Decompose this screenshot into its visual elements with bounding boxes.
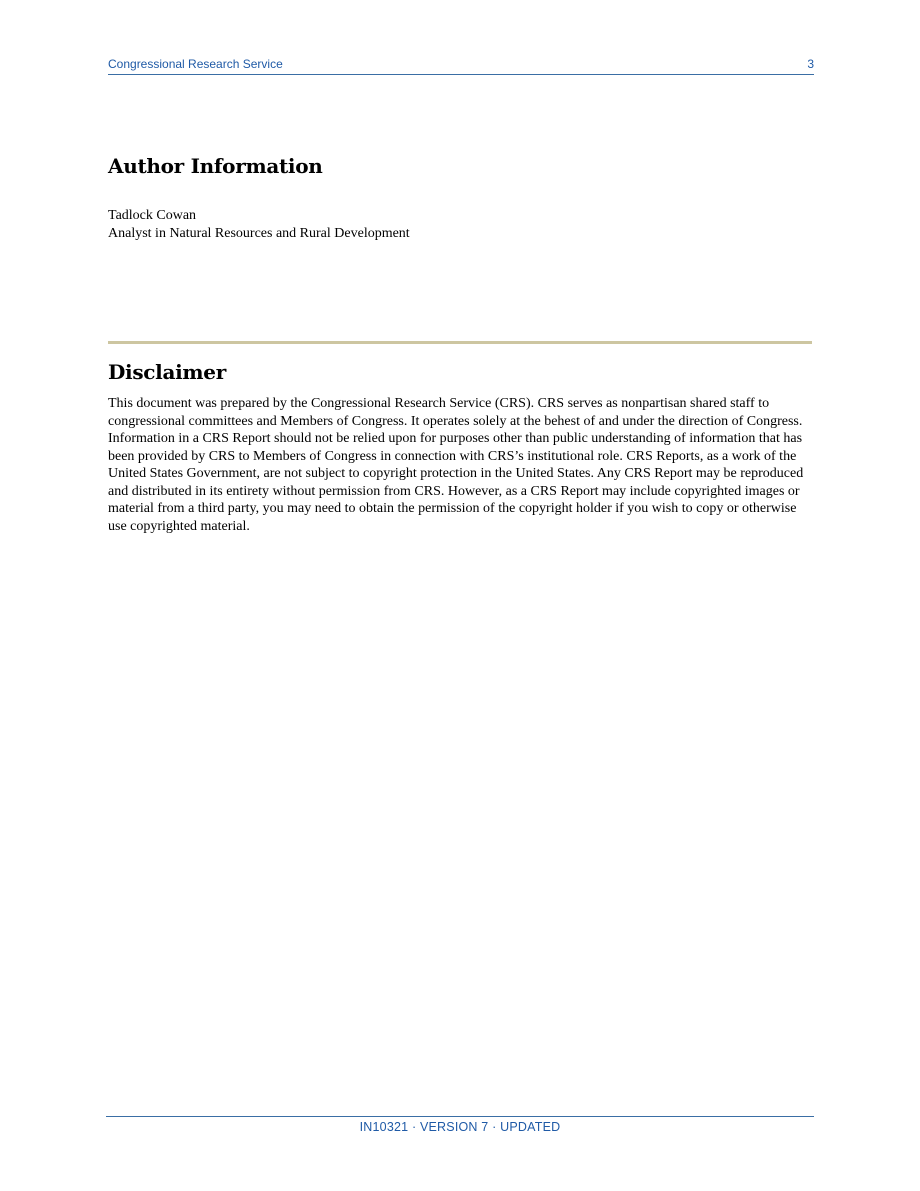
footer-doc-id: IN10321 · VERSION 7 · UPDATED [359,1120,561,1134]
author-name: Tadlock Cowan [108,208,197,223]
header-page-number: 3 [807,57,814,71]
section-divider [108,341,812,344]
page-header [108,57,814,75]
author-role: Analyst in Natural Resources and Rural Development [108,226,410,241]
disclaimer-heading: Disclaimer [108,360,226,384]
header-org-name: Congressional Research Service [108,57,283,71]
page-footer [106,1116,814,1134]
author-block [108,207,410,243]
author-info-heading: Author Information [108,154,323,178]
disclaimer-text: This document was prepared by the Congressional Research Service (CRS). CRS serves as nonpartisan shared staff to congressional committees and Members of Congress. It operates solely at the behest of and under the direction of Congress. Information in a CRS Report should not be relied upon for purposes other than public understanding of information that has been provided by CRS to Members of Congress in connection with CRS’s institutional role. CRS Reports, as a work of the United States Government, are not subject to copyright protection in the United States. Any CRS Report may be reproduced and distributed in its entirety without permission from CRS. However, as a CRS Report may include copyrighted images or material from a third party, you may need to obtain the permission of the copyright holder if you wish to copy or otherwise use copyrighted material. [108,396,804,534]
